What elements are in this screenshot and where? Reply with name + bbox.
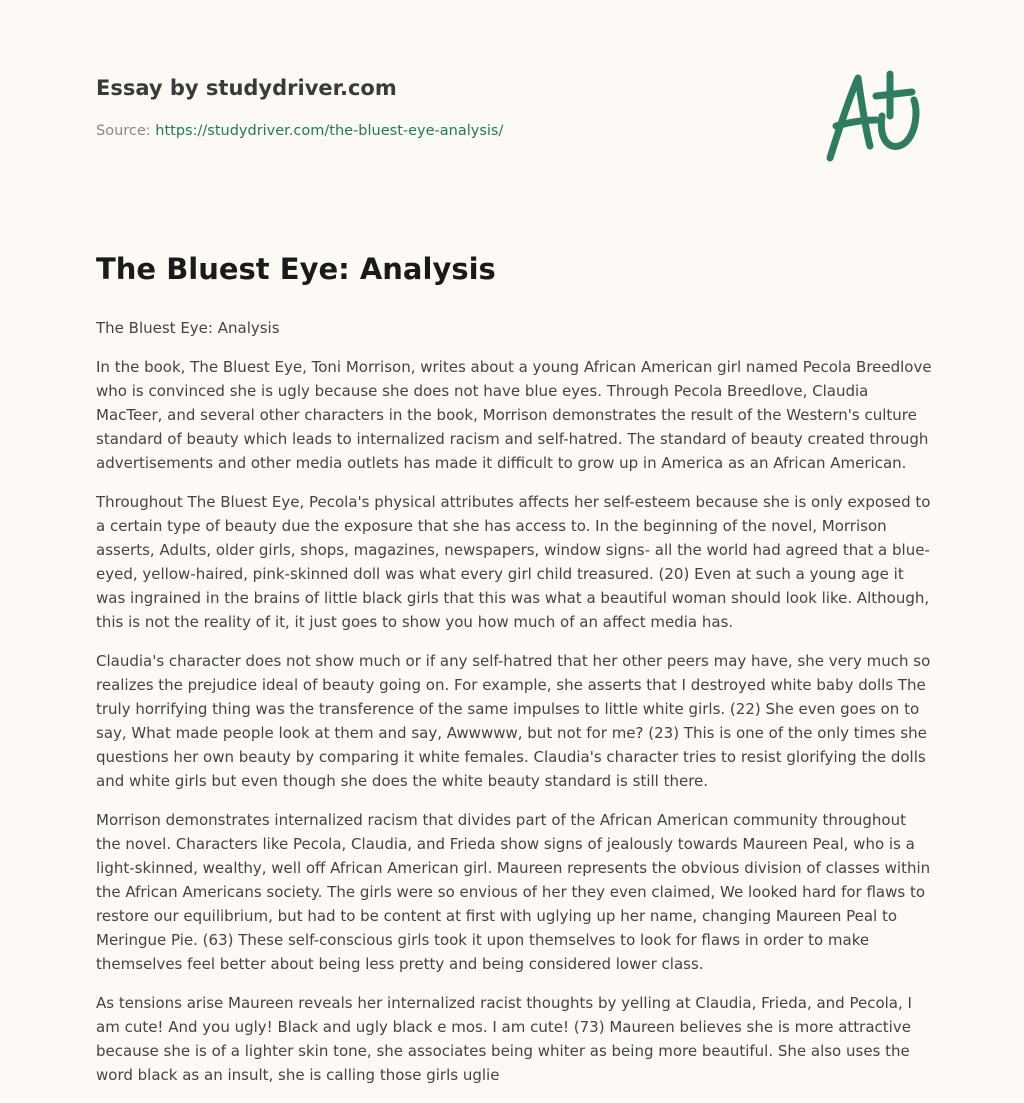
a-plus-logo-icon [820,66,930,166]
source-line [96,123,503,139]
source-label: Source: [96,123,151,139]
essay-body [96,316,932,1102]
essay-paragraph: As tensions arise Maureen reveals her internalized racist thoughts by yelling at Claudia, Frieda, and Pecola, I am cute! And you ugly! Black and ugly black e mos. I am cute! (73) Maureen believes she is more attractive because she is of a lighter skin tone, she associates being whiter as being more beautiful. She also uses the word black as an insult, she is calling those girls uglie [96,994,912,1084]
brand-title: Essay by studydriver.com [96,76,397,100]
essay-paragraph: In the book, The Bluest Eye, Toni Morrison, writes about a young African American girl named Pecola Breedlove who is convinced she is ugly because she does not have blue eyes. Through Pecola Breedlove, Claudia MacTeer, and several other characters in the book, Morrison demonstrates the result of the Western's culture standard of beauty which leads to internalized racism and self-hatred. The standard of beauty created through advertisements and other media outlets has made it difficult to grow up in America as an African American. [96,358,932,472]
essay-paragraph: Claudia's character does not show much or if any self-hatred that her other peers may have, she very much so realizes the prejudice ideal of beauty going on. For example, she asserts that I destroyed white baby dolls The truly horrifying thing was the transference of the same impulses to little white girls. (22) She even goes on to say, What made people look at them and say, Awwwww, but not for me? (23) This is one of the only times she questions her own beauty by comparing it white females. Claudia's character tries to resist glorifying the dolls and white girls but even though she does the white beauty standard is still there. [96,652,931,790]
essay-paragraph: Morrison demonstrates internalized racism that divides part of the African American community throughout the novel. Characters like Pecola, Claudia, and Frieda show signs of jealously towards Maureen Peal, who is a light-skinned, wealthy, well off African American girl. Maureen represents the obvious division of classes within the African Americans society. The girls were so envious of her they even claimed, We looked hard for flaws to restore our equilibrium, but had to be content at first with uglying up her name, changing Maureen Peal to Meringue Pie. (63) These self-conscious girls took it upon themselves to look for flaws in order to make themselves feel better about being less pretty and being considered lower class. [96,811,931,973]
page-title: The Bluest Eye: Analysis [96,252,496,286]
essay-paragraph: Throughout The Bluest Eye, Pecola's physical attributes affects her self-esteem because she is only exposed to a certain type of beauty due the exposure that she has access to. In the beginning of the novel, Morrison asserts, Adults, older girls, shops, magazines, newspapers, window signs- all the world had agreed that a blue-eyed, yellow-haired, pink-skinned doll was what every girl child treasured. (20) Even at such a young age it was ingrained in the brains of little black girls that this was what a beautiful woman should look like. Although, this is not the reality of it, it just goes to show you how much of an affect media has. [96,493,931,631]
essay-subtitle: The Bluest Eye: Analysis [96,319,280,337]
source-link[interactable]: https://studydriver.com/the-bluest-eye-analysis/ [155,123,504,139]
